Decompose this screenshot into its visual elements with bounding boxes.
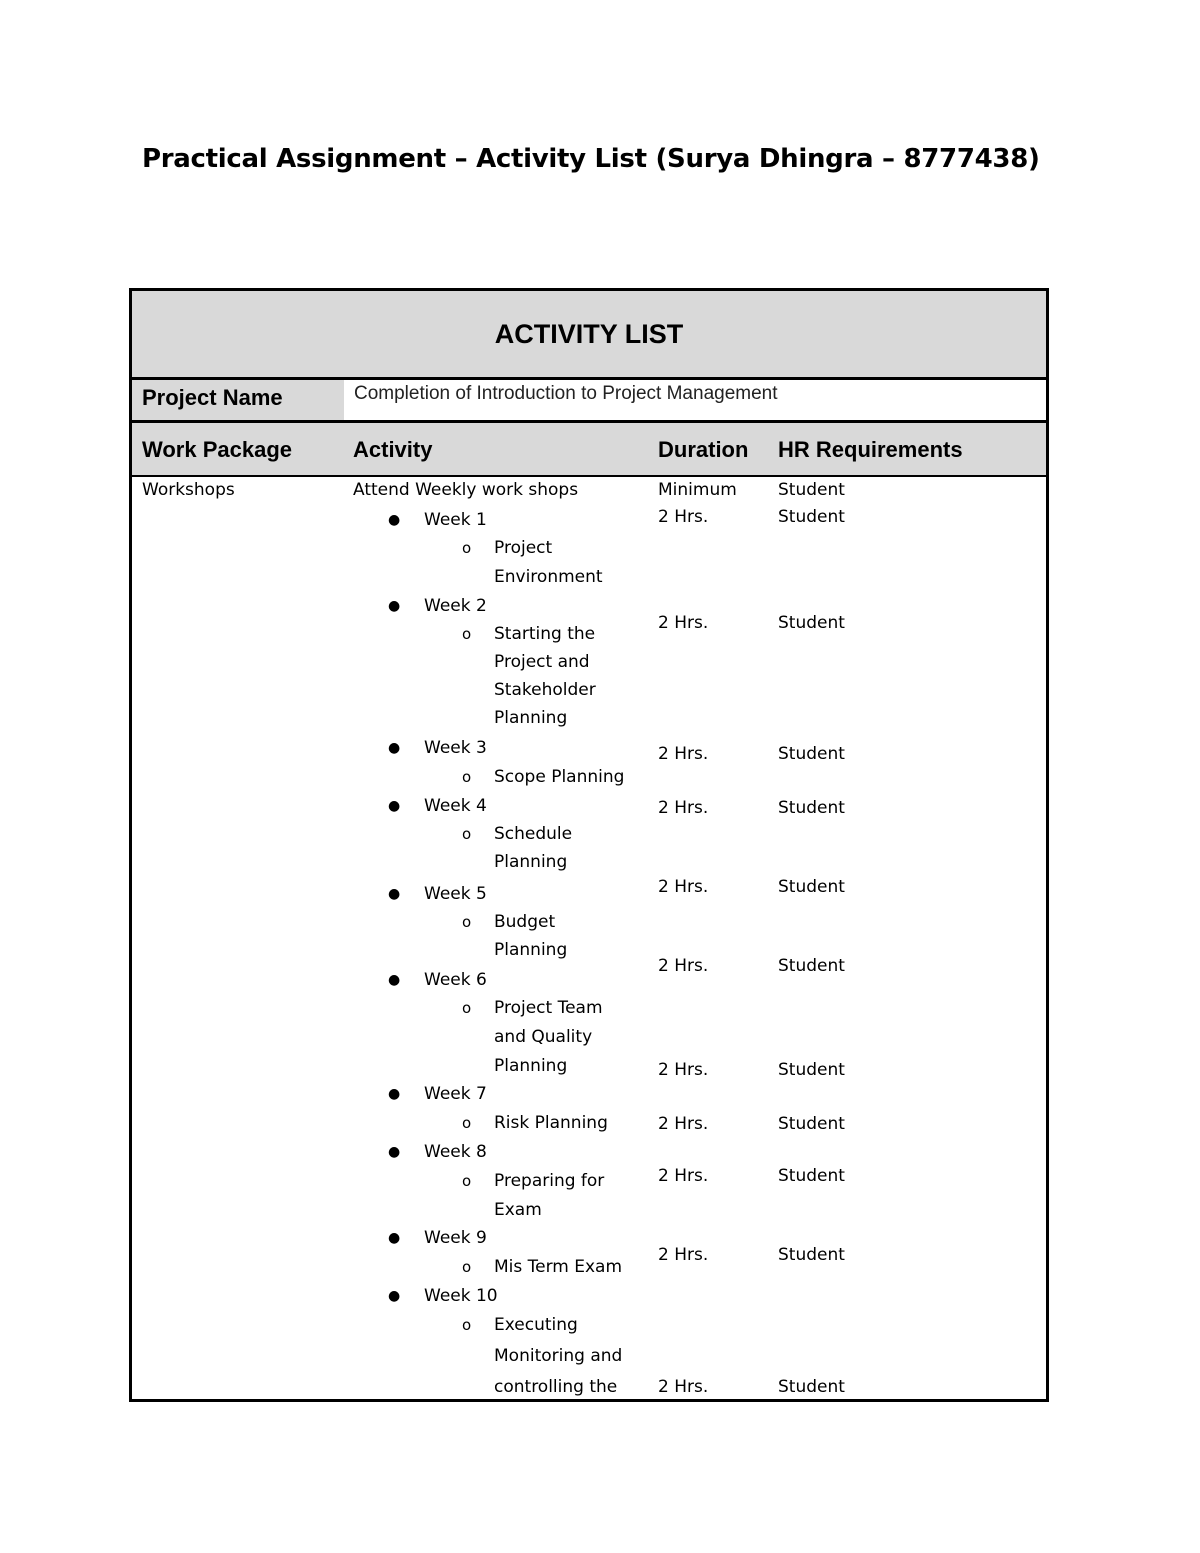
column-header-row (132, 423, 1046, 477)
duration-cell: 2 Hrs. (658, 507, 709, 527)
week-topic: Scope Planning (494, 767, 625, 787)
duration-cell: 2 Hrs. (658, 798, 709, 818)
activity-list-table (129, 288, 1049, 1402)
activity-intro: Attend Weekly work shops (353, 480, 579, 500)
hr-cell: Student (778, 956, 845, 976)
list-bullet: ● (388, 512, 401, 528)
work-package-cell: Workshops (142, 480, 235, 500)
sub-bullet: o (462, 1316, 472, 1334)
sub-bullet: o (462, 1258, 472, 1276)
hr-cell: Student (778, 507, 845, 527)
hr-cell: Student (778, 1245, 845, 1265)
hr-cell: Student (778, 1166, 845, 1186)
hr-intro: Student (778, 480, 845, 500)
sub-bullet: o (462, 625, 472, 643)
week-label: Week 8 (424, 1142, 487, 1162)
week-label: Week 2 (424, 596, 487, 616)
week-topic: Planning (494, 1056, 568, 1076)
week-topic: and Quality (494, 1027, 593, 1047)
duration-cell: 2 Hrs. (658, 744, 709, 764)
hr-cell: Student (778, 877, 845, 897)
hr-cell: Student (778, 744, 845, 764)
sub-bullet: o (462, 1172, 472, 1190)
sub-bullet: o (462, 913, 472, 931)
hr-cell: Student (778, 613, 845, 633)
duration-cell: 2 Hrs. (658, 956, 709, 976)
duration-cell: 2 Hrs. (658, 1060, 709, 1080)
column-header-duration: Duration (658, 437, 749, 462)
list-bullet: ● (388, 1288, 401, 1304)
week-topic: Exam (494, 1200, 542, 1220)
hr-cell: Student (778, 1114, 845, 1134)
sub-bullet: o (462, 999, 472, 1017)
sub-bullet: o (462, 825, 472, 843)
week-topic: Project and (494, 652, 590, 672)
week-topic: Budget (494, 912, 556, 932)
week-topic: Project (494, 538, 553, 558)
project-name-value: Completion of Introduction to Project Management (354, 383, 778, 404)
duration-intro: Minimum (658, 480, 737, 500)
sub-bullet: o (462, 768, 472, 786)
week-topic: Planning (494, 940, 568, 960)
week-topic: Stakeholder (494, 680, 596, 700)
week-topic: Project Team (494, 998, 603, 1018)
week-topic: Preparing for (494, 1171, 605, 1191)
week-label: Week 9 (424, 1228, 487, 1248)
column-header-activity: Activity (353, 437, 433, 462)
hr-cell: Student (778, 798, 845, 818)
hr-cell: Student (778, 1377, 845, 1397)
week-label: Week 3 (424, 738, 487, 758)
column-header-work-package: Work Package (142, 437, 293, 462)
list-bullet: ● (388, 1144, 401, 1160)
list-bullet: ● (388, 740, 401, 756)
sub-bullet: o (462, 1114, 472, 1132)
project-name-label: Project Name (142, 385, 283, 410)
project-name-value-cell (344, 380, 1046, 420)
week-label: Week 4 (424, 796, 487, 816)
duration-cell: 2 Hrs. (658, 877, 709, 897)
hr-cell: Student (778, 1060, 845, 1080)
week-topic: Starting the (494, 624, 596, 644)
week-label: Week 5 (424, 884, 487, 904)
week-label: Week 7 (424, 1084, 487, 1104)
duration-cell: 2 Hrs. (658, 1245, 709, 1265)
duration-cell: 2 Hrs. (658, 613, 709, 633)
week-topic: Schedule (494, 824, 573, 844)
week-label: Week 6 (424, 970, 487, 990)
duration-cell: 2 Hrs. (658, 1114, 709, 1134)
week-label: Week 10 (424, 1286, 498, 1306)
list-bullet: ● (388, 1230, 401, 1246)
list-bullet: ● (388, 598, 401, 614)
week-topic: controlling the (494, 1377, 618, 1397)
column-header-hr-requirements: HR Requirements (778, 437, 963, 462)
week-topic: Monitoring and (494, 1346, 623, 1366)
week-topic: Executing (494, 1315, 578, 1335)
list-bullet: ● (388, 798, 401, 814)
week-topic: Risk Planning (494, 1113, 608, 1133)
duration-cell: 2 Hrs. (658, 1166, 709, 1186)
table-heading: ACTIVITY LIST (494, 319, 684, 349)
sub-bullet: o (462, 539, 472, 557)
document-title: Practical Assignment – Activity List (Surya Dhingra – 8777438) (142, 144, 1040, 174)
project-name-row (132, 380, 1046, 423)
list-bullet: ● (388, 972, 401, 988)
table-heading-row (132, 291, 1046, 380)
week-topic: Planning (494, 852, 568, 872)
week-topic: Mis Term Exam (494, 1257, 623, 1277)
list-bullet: ● (388, 886, 401, 902)
week-topic: Environment (494, 567, 603, 587)
week-topic: Planning (494, 708, 568, 728)
week-label: Week 1 (424, 510, 487, 530)
duration-cell: 2 Hrs. (658, 1377, 709, 1397)
list-bullet: ● (388, 1086, 401, 1102)
